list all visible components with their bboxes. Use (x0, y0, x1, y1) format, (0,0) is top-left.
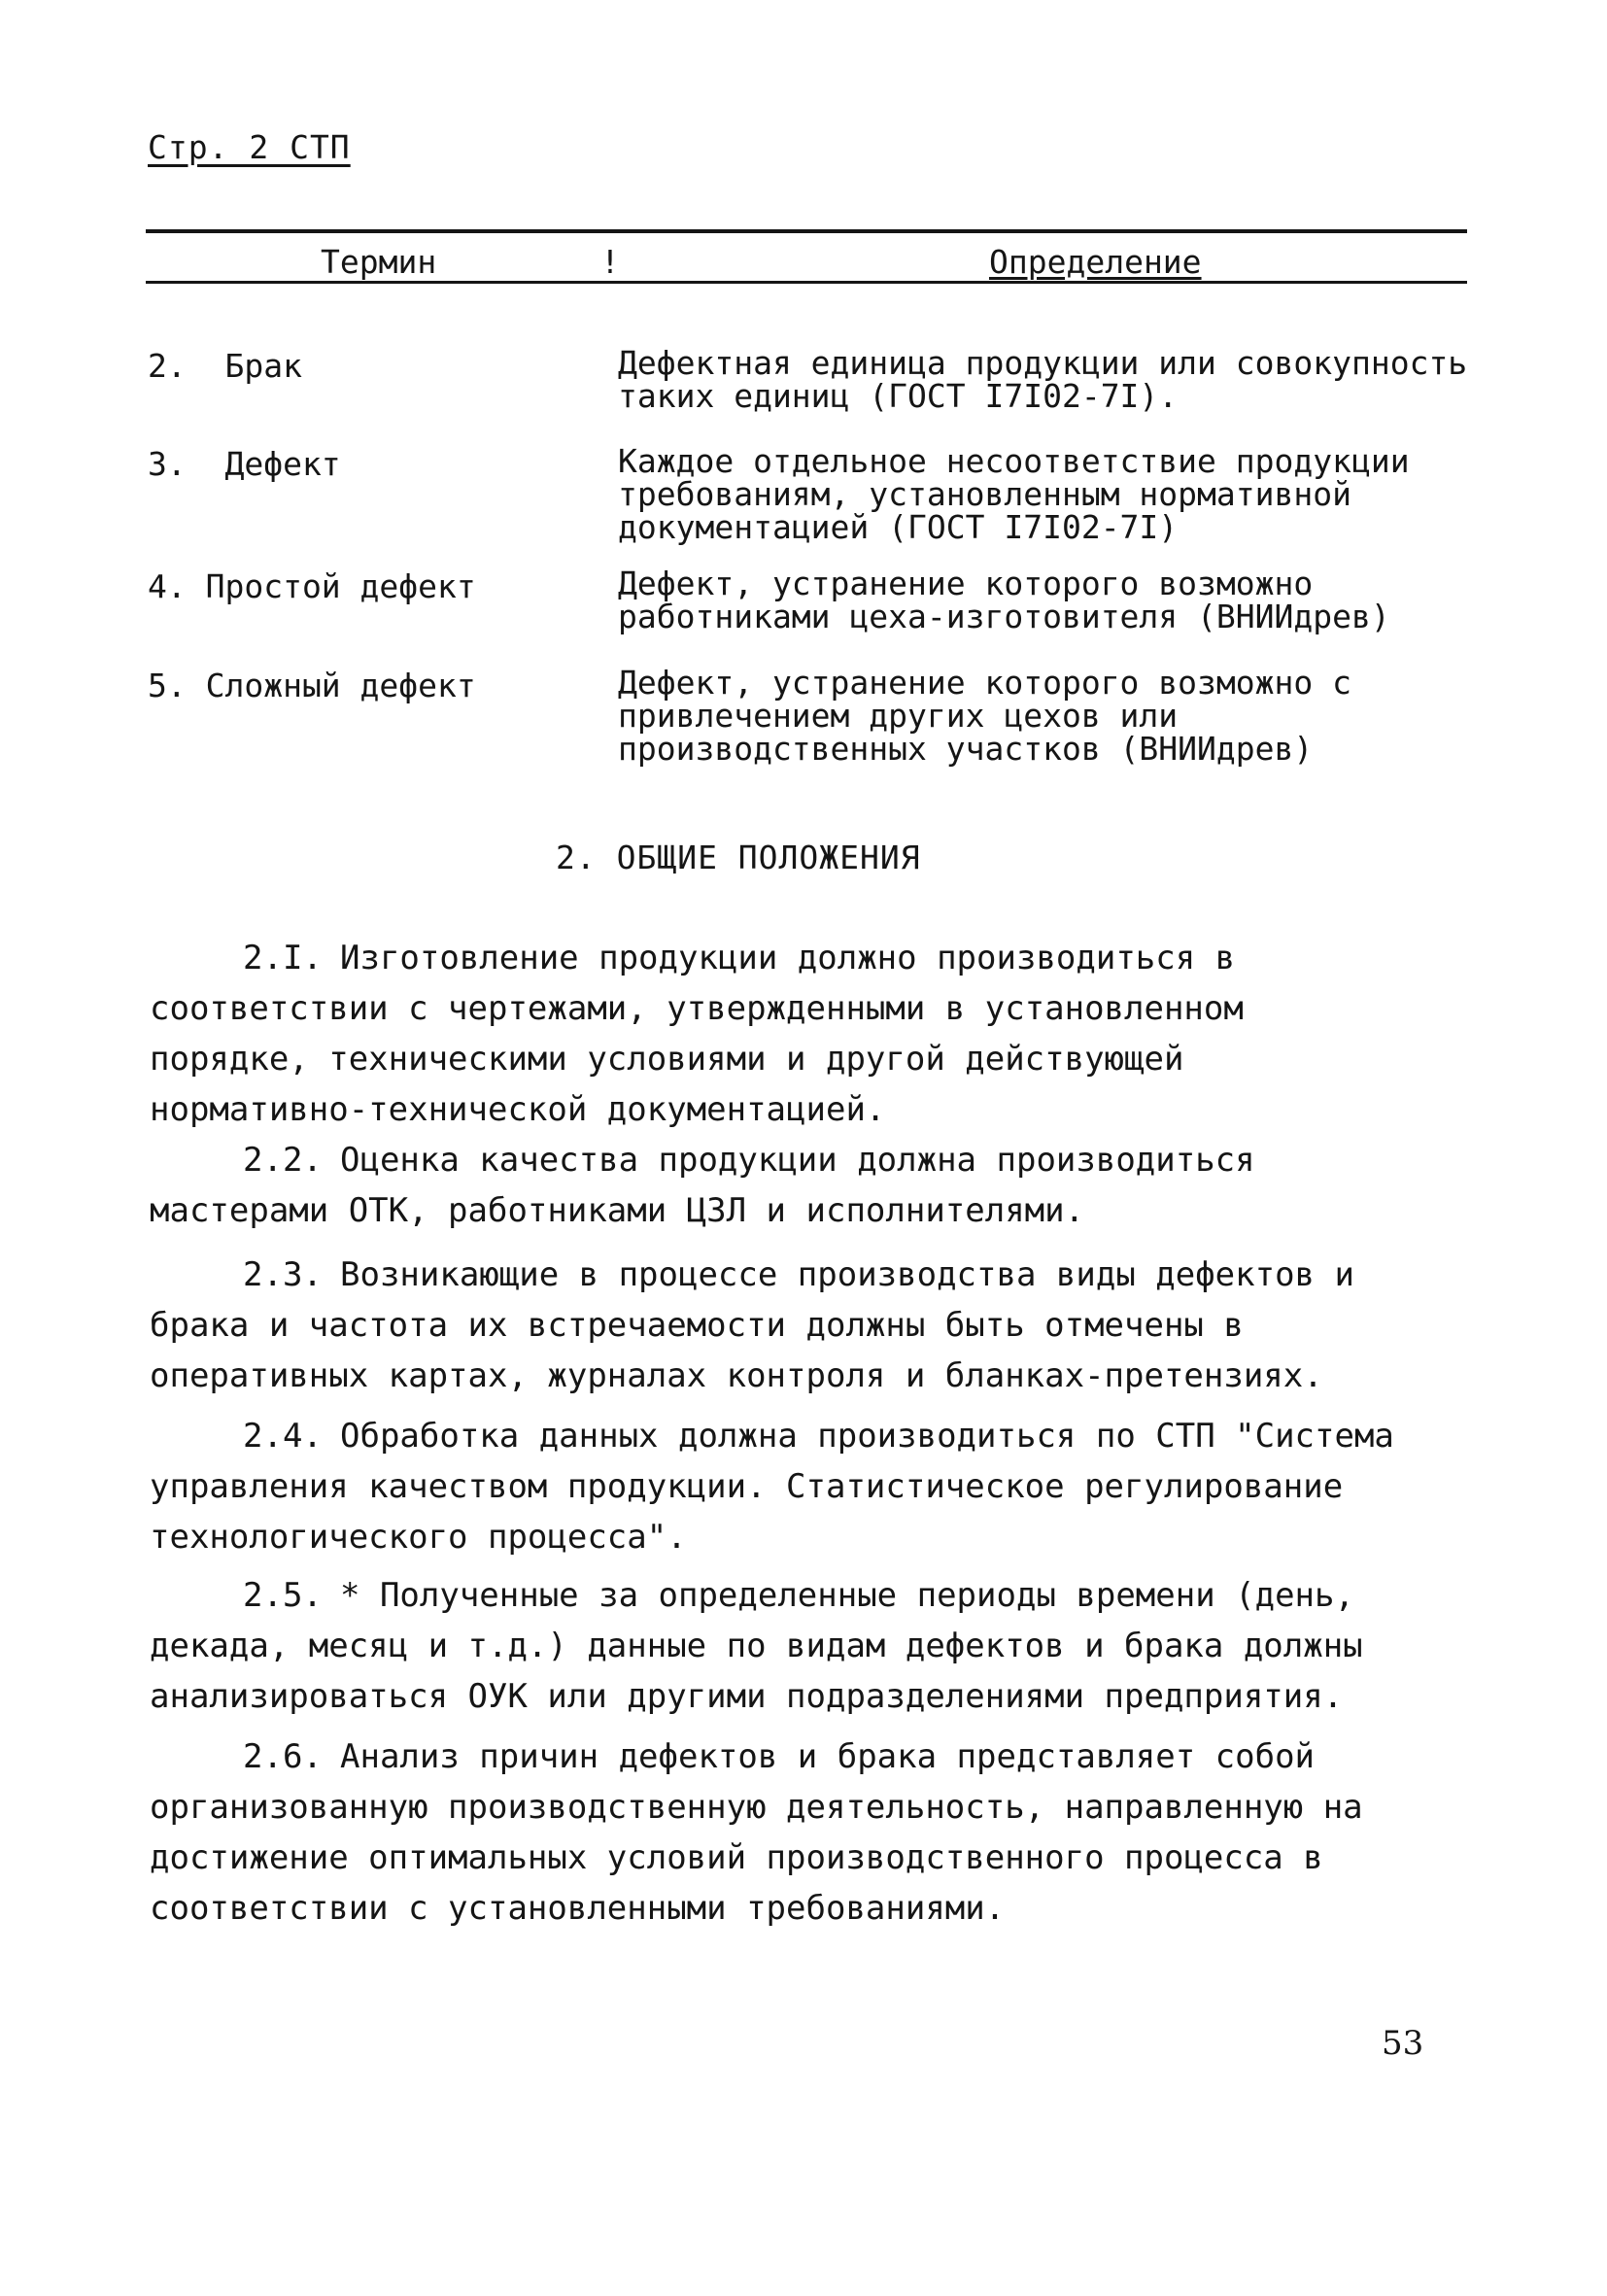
paragraph (150, 1411, 1422, 1562)
table-header-rule (146, 281, 1467, 284)
paragraph-text: Анализ причин дефектов и брака представляет собой организованную производственную деятельность, направленную на достижение оптимальных условий производственного процесса в соответствии с установленными требованиями. (150, 1737, 1363, 1928)
paragraph-number: 2.6. (243, 1737, 323, 1776)
column-header-separator: ! (600, 243, 620, 281)
paragraph-text: * Полученные за определенные периоды времени (день, декада, месяц и т.д.) данные по видам дефектов и брака должны анализироваться ОУК или другими подразделениями предприятия. (150, 1576, 1363, 1716)
page-header: Стр. 2 СТП (148, 128, 351, 166)
definition-cell: Каждое отдельное несоответствие продукции требованиям, установленным нормативной документацией (ГОСТ I7I02-7I) (618, 442, 1410, 546)
paragraph-text: Изготовление продукции должно производиться в соответствии с чертежами, утвержденными в установленном порядке, техническими условиями и другой действующей нормативно-технической документацией. (150, 939, 1244, 1129)
paragraph-number: 2.I. (243, 939, 323, 977)
paragraph (150, 1250, 1422, 1401)
paragraph-text: Оценка качества продукции должна производиться мастерами ОТК, работниками ЦЗЛ и исполнителями. (150, 1141, 1255, 1230)
paragraph (150, 1570, 1422, 1722)
paragraph-number: 2.5. (243, 1576, 323, 1615)
paragraph (150, 933, 1422, 1135)
paragraph-text: Обработка данных должна производиться по СТП "Система управления качеством продукции. Статистическое регулирование технологического процесса". (150, 1417, 1394, 1557)
column-header-term: Термин (321, 243, 437, 281)
section-title: 2. ОБЩИЕ ПОЛОЖЕНИЯ (556, 839, 921, 876)
paragraph-text: Возникающие в процессе производства виды дефектов и брака и частота их встречаемости должны быть отмечены в оперативных картах, журналах контроля и бланках-претензиях. (150, 1255, 1354, 1395)
term-cell: 2. Брак (148, 347, 302, 385)
definition-cell: Дефектная единица продукции или совокупность таких единиц (ГОСТ I7I02-7I). (618, 344, 1468, 415)
term-cell: 3. Дефект (148, 445, 341, 483)
definition-cell: Дефект, устранение которого возможно работниками цеха-изготовителя (ВНИИдрев) (618, 565, 1390, 635)
page-number: 53 (1382, 2024, 1424, 2063)
term-cell: 5. Сложный дефект (148, 667, 476, 704)
paragraph-number: 2.4. (243, 1417, 323, 1456)
column-header-definition: Определение (989, 243, 1202, 281)
paragraph-number: 2.2. (243, 1141, 323, 1180)
paragraph (150, 1135, 1422, 1236)
term-cell: 4. Простой дефект (148, 567, 476, 605)
definition-cell: Дефект, устранение которого возможно с привлечением других цехов или производственных участков (ВНИИдрев) (618, 664, 1351, 768)
table-top-rule (146, 229, 1467, 233)
paragraph-number: 2.3. (243, 1255, 323, 1294)
paragraph (150, 1731, 1422, 1934)
